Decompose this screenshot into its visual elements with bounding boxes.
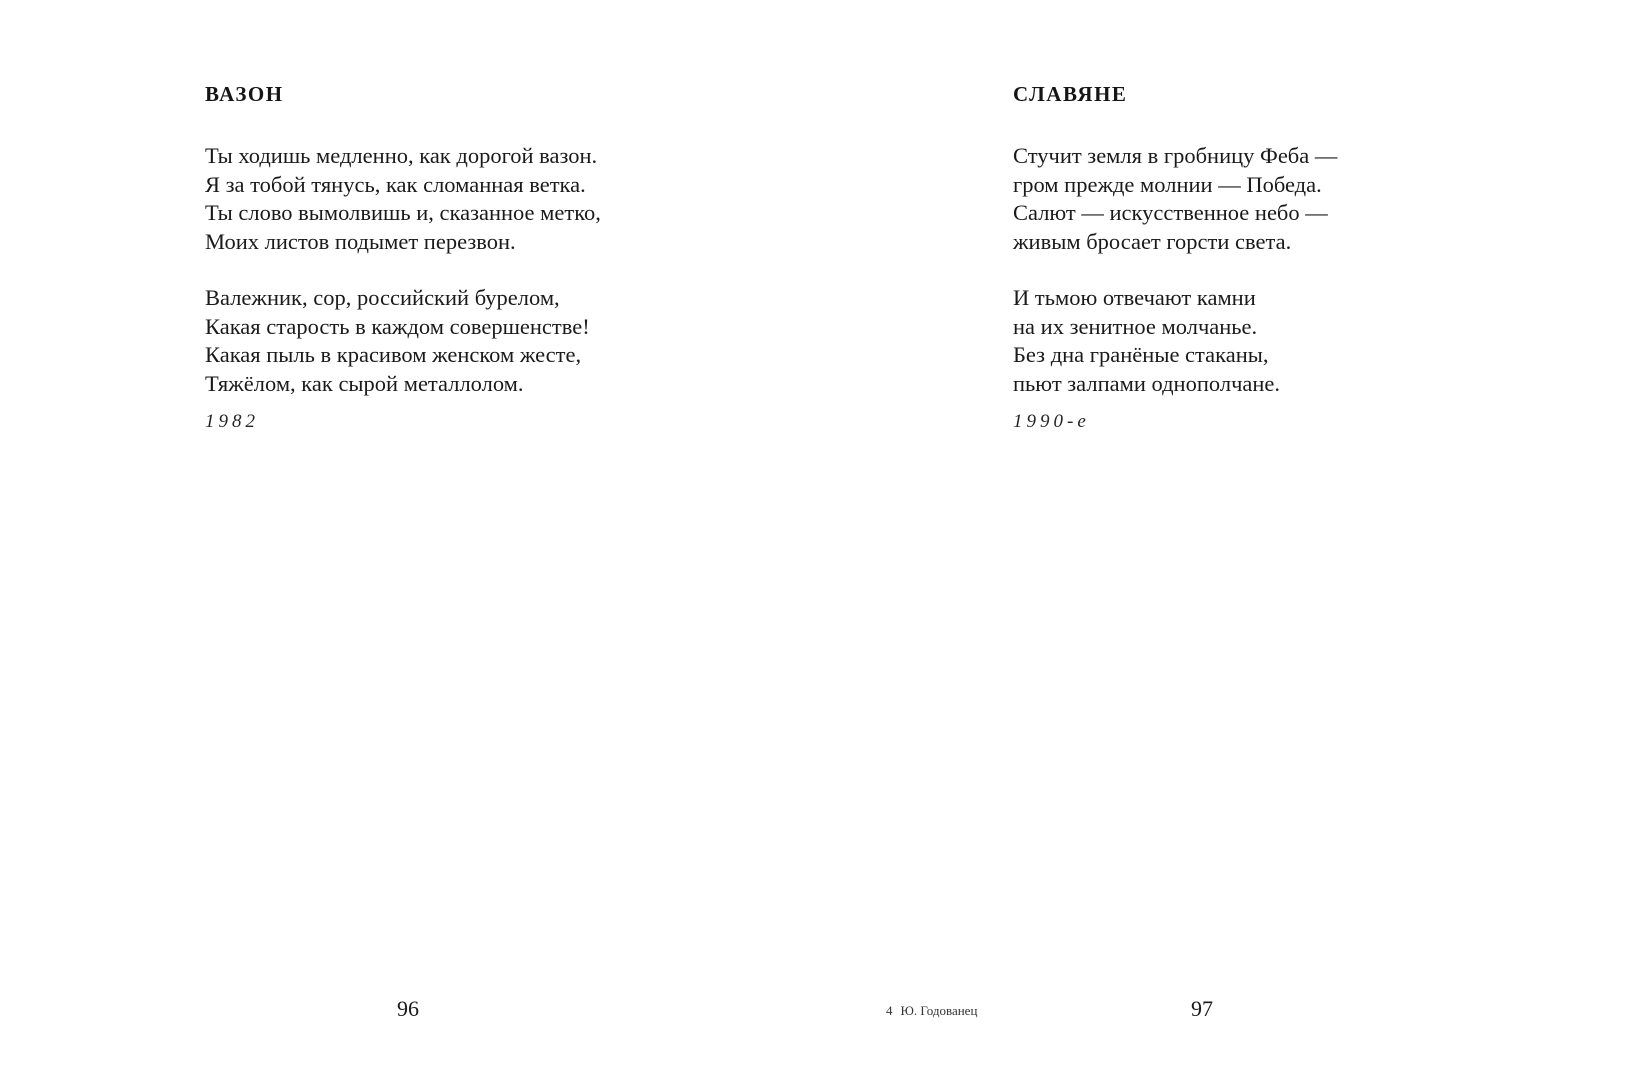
stanza (1013, 284, 1533, 398)
signature-author: Ю. Годованец (900, 1003, 978, 1018)
poem-line: пьют залпами однополчане. (1013, 370, 1281, 396)
stanza (1013, 142, 1533, 256)
signature-number: 4 (886, 1003, 893, 1018)
poem-line: Стучит земля в гробницу Феба — (1013, 143, 1338, 168)
poem-line: Моих листов подымет перезвон. (205, 228, 516, 254)
poem-line: Валежник, сор, российский бурелом, (205, 285, 560, 310)
stanza (205, 142, 725, 256)
poem-body (1013, 142, 1533, 436)
poem-line: Салют — искусственное небо — (1013, 200, 1328, 225)
poem-line: живым бросает горсти света. (1013, 228, 1292, 254)
poem-title: ВАЗОН (205, 82, 284, 106)
poem-title: СЛАВЯНЕ (1013, 82, 1128, 106)
poem-line: гром прежде молнии — Победа. (1013, 171, 1322, 197)
stanza (205, 284, 725, 398)
poem-line: Тяжёлом, как сырой металлолом. (205, 370, 524, 396)
page-number-left: 96 (397, 996, 419, 1021)
poem-body (205, 142, 725, 436)
page-number-right: 97 (1191, 996, 1213, 1021)
poem-date: 1990-е (1013, 411, 1090, 432)
poem-line: на их зенитное молчанье. (1013, 313, 1258, 339)
poem-date: 1982 (205, 411, 259, 432)
poem-line: Ты слово вымолвишь и, сказанное метко, (205, 200, 601, 225)
poem-line: Я за тобой тянусь, как сломанная ветка. (205, 171, 586, 197)
poem-line: Ты ходишь медленно, как дорогой вазон. (205, 143, 598, 168)
poem-line: И тьмою отвечают камни (1013, 285, 1256, 310)
poem-line: Какая старость в каждом совершенстве! (205, 313, 590, 339)
poem-line: Какая пыль в красивом женском жесте, (205, 342, 582, 367)
poem-line: Без дна гранёные стаканы, (1013, 342, 1269, 367)
printer-signature (886, 1003, 977, 1019)
